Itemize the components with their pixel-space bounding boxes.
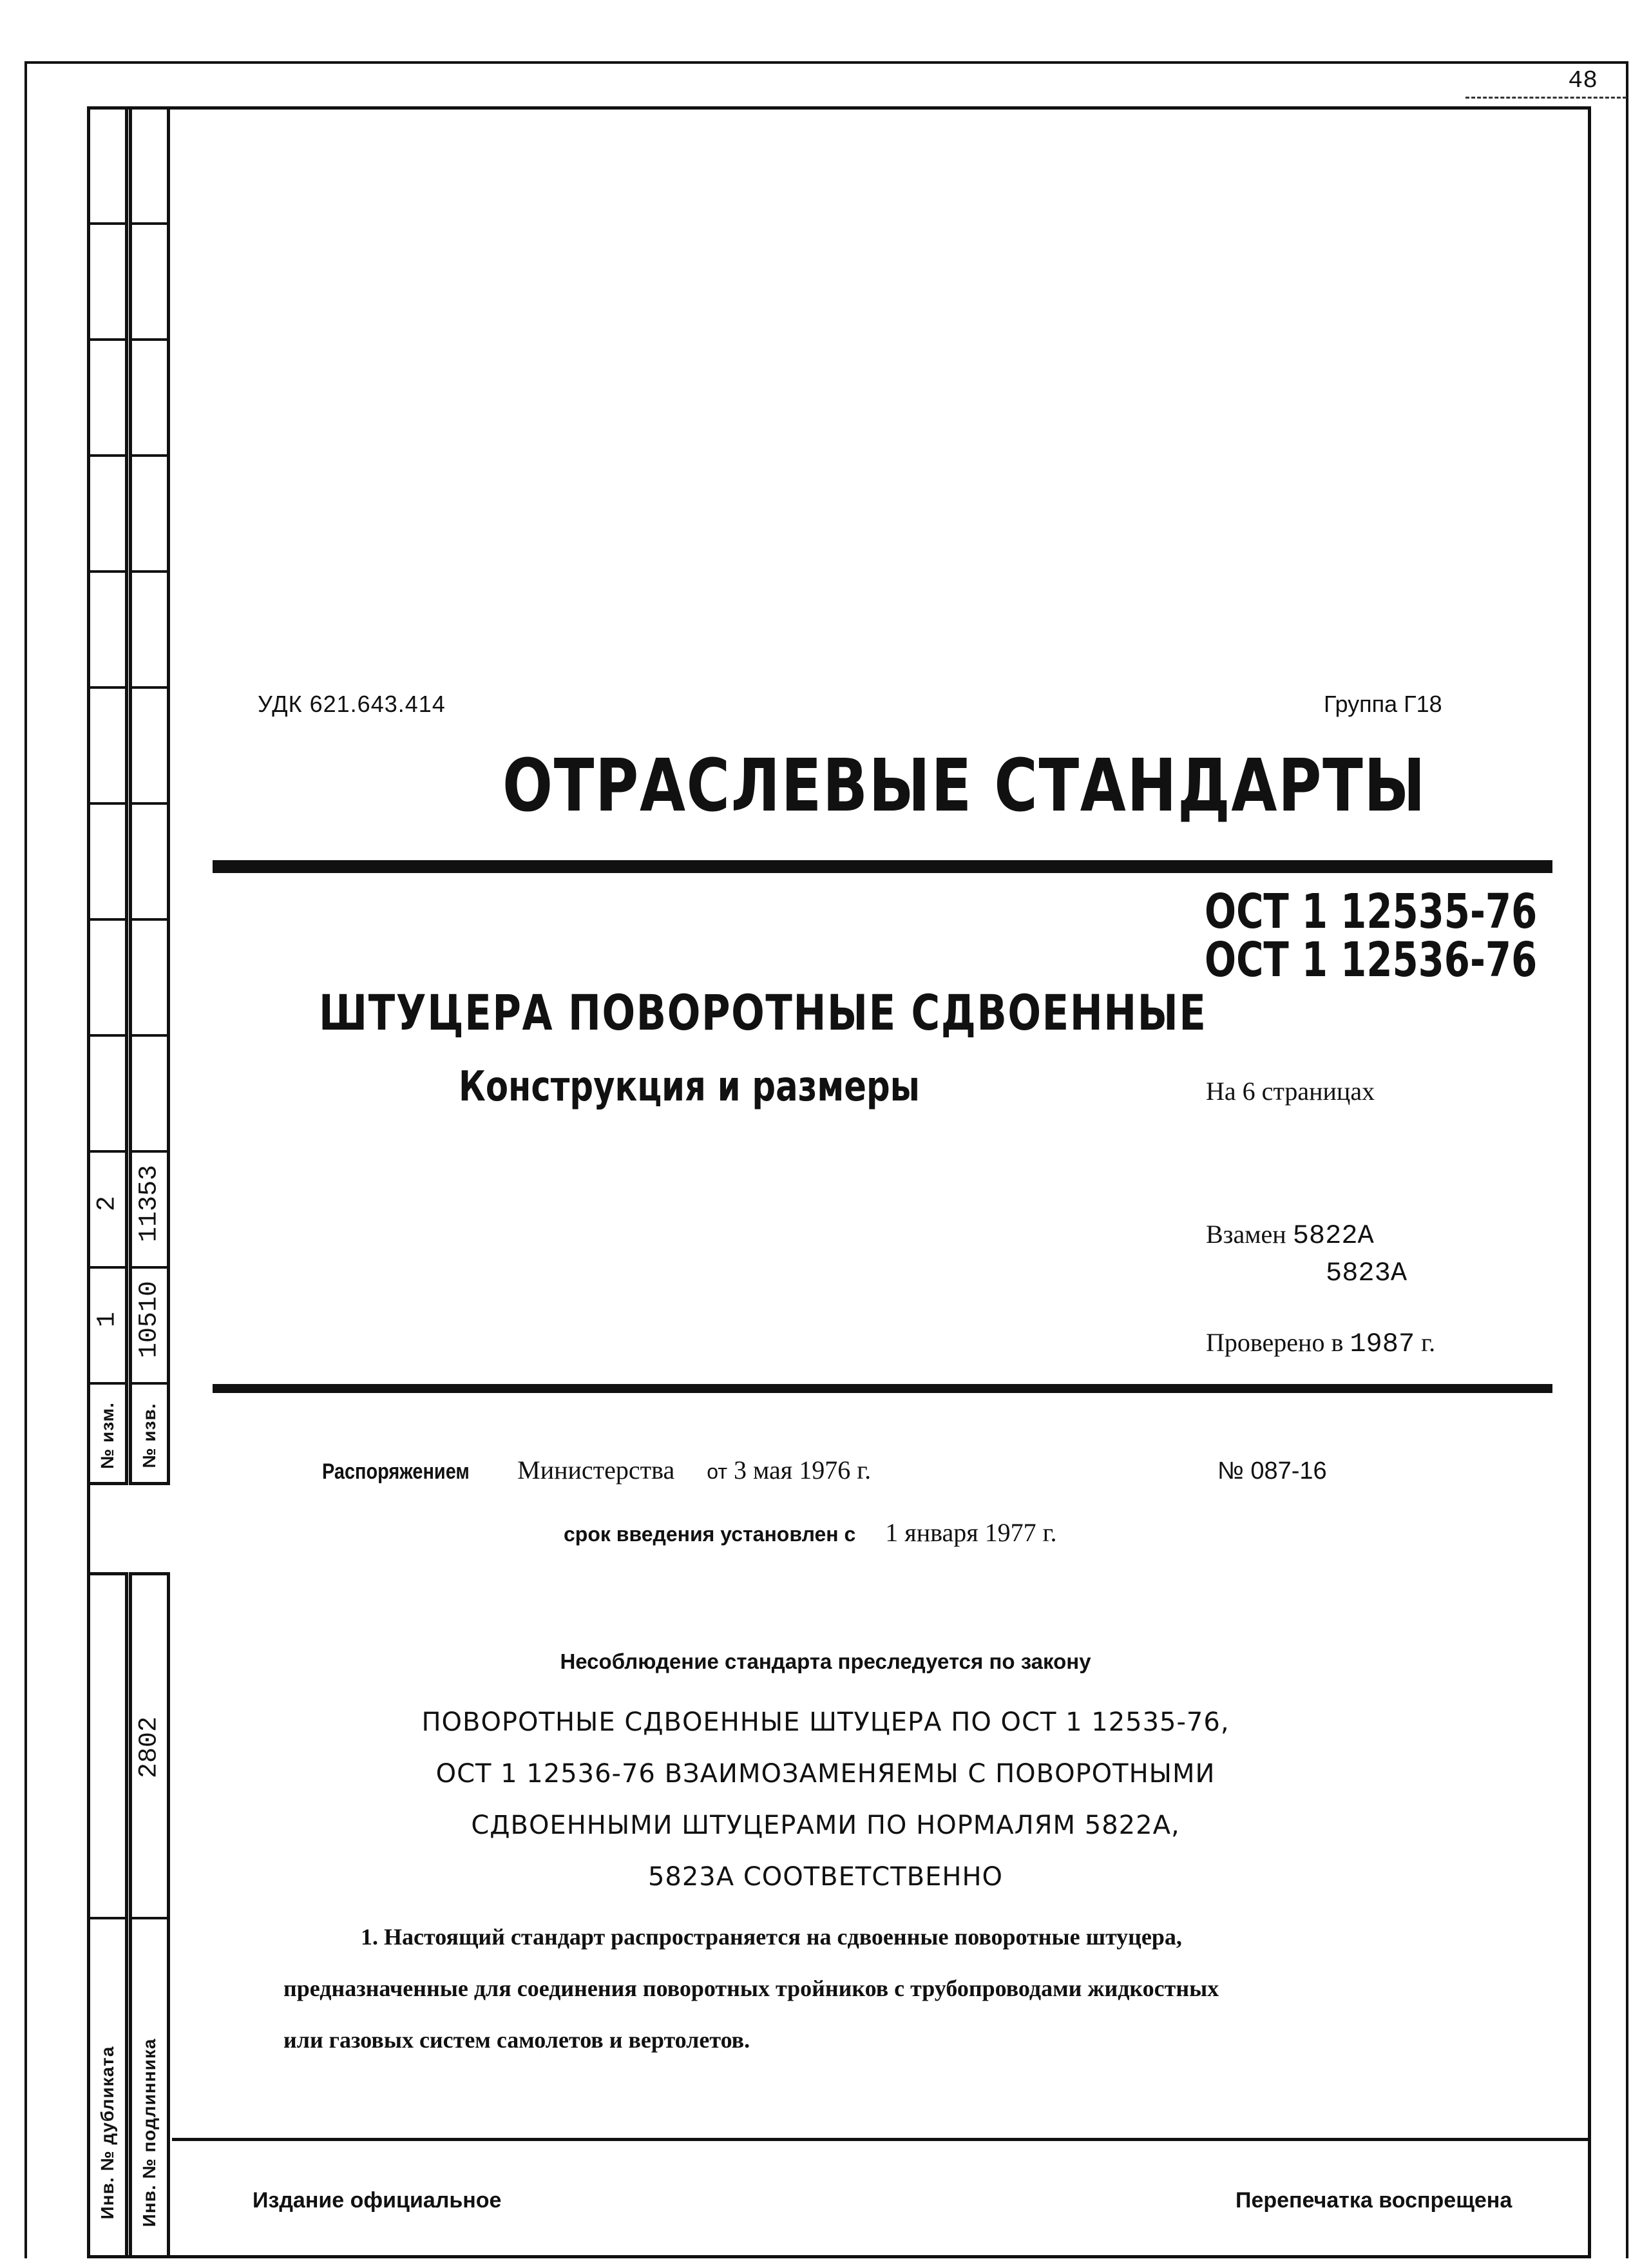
replaces-item-1: 5822А xyxy=(1292,1220,1374,1251)
change-number-1: 1 xyxy=(93,1311,122,1328)
legal-warning: Несоблюдение стандарта преследуется по закону xyxy=(560,1649,1091,1673)
decree-line xyxy=(322,1455,871,1485)
checked-line xyxy=(1206,1327,1435,1360)
designation-ost-2: ОСТ 1 12536-76 xyxy=(1205,932,1538,988)
page-count: На 6 страницах xyxy=(1206,1077,1375,1106)
notice-number-2: 11353 xyxy=(135,1164,164,1243)
interchangeability-line-2: ОСТ 1 12536-76 ВЗАИМОЗАМЕНЯЕМЫ С ПОВОРОТНЫМИ xyxy=(435,1759,1216,1789)
replaces-line xyxy=(1206,1219,1374,1251)
interchangeability-line-1: ПОВОРОТНЫЕ СДВОЕННЫЕ ШТУЦЕРА ПО ОСТ 1 12535-76, xyxy=(421,1707,1230,1737)
decree-date: 3 мая 1976 г. xyxy=(734,1456,872,1485)
decree-number: № 087-16 xyxy=(1217,1457,1327,1485)
replaces-label: Взамен xyxy=(1206,1220,1286,1249)
original-inventory-number: 2802 xyxy=(135,1716,164,1779)
decree-authority: Министерства xyxy=(517,1456,675,1485)
effective-date: 1 января 1977 г. xyxy=(885,1518,1057,1547)
checked-suffix: г. xyxy=(1421,1328,1436,1357)
replaces-item-2: 5823А xyxy=(1326,1258,1408,1289)
replaces-item-2-line xyxy=(1326,1256,1407,1289)
document-title: ШТУЦЕРА ПОВОРОТНЫЕ СДВОЕННЫЕ xyxy=(319,984,1207,1041)
effective-line xyxy=(564,1517,1057,1548)
paragraph-line-3: или газовых систем самолетов и вертолетов. xyxy=(283,2027,750,2053)
decree-from: от xyxy=(707,1460,728,1483)
revision-column-notices xyxy=(129,106,170,1485)
standards-heading: ОТРАСЛЕВЫЕ СТАНДАРТЫ xyxy=(502,744,1427,828)
official-edition-label: Издание официальное xyxy=(253,2188,502,2213)
revision-column-changes xyxy=(87,106,128,1485)
group-code: Группа Г18 xyxy=(1324,691,1442,717)
checked-year: 1987 xyxy=(1350,1329,1415,1360)
paragraph-line-2: предназначенные для соединения поворотных тройников с трубопроводами жидкостных xyxy=(283,1975,1219,2001)
interchangeability-line-3: СДВОЕННЫМИ ШТУЦЕРАМИ ПО НОРМАЛЯМ 5822А, xyxy=(471,1811,1180,1840)
effective-label: срок введения установлен с xyxy=(564,1523,856,1546)
original-inventory-label: Инв. № подлинника xyxy=(139,2038,159,2227)
duplicate-inventory-label: Инв. № дубликата xyxy=(97,2046,117,2220)
notice-number-1: 10510 xyxy=(135,1280,164,1359)
footer-divider xyxy=(172,2138,1591,2141)
heading-rule xyxy=(213,860,1552,873)
page-number: 48 xyxy=(1568,67,1598,95)
udc-code: УДК 621.643.414 xyxy=(258,691,446,717)
info-rule xyxy=(213,1384,1552,1393)
reprint-prohibited-label: Перепечатка воспрещена xyxy=(1236,2188,1513,2213)
notice-number-header: № изв. xyxy=(139,1403,159,1468)
checked-label: Проверено в xyxy=(1206,1328,1344,1357)
page-number-rule xyxy=(1465,97,1627,99)
change-number-2: 2 xyxy=(93,1195,122,1212)
decree-prefix: Распоряжением xyxy=(322,1459,470,1484)
document-subtitle: Конструкция и размеры xyxy=(459,1063,920,1111)
paragraph-line-1: 1. Настоящий стандарт распространяется на сдвоенные поворотные штуцера, xyxy=(361,1924,1182,1950)
interchangeability-line-4: 5823А СООТВЕТСТВЕННО xyxy=(647,1862,1004,1892)
change-number-header: № изм. xyxy=(97,1402,117,1469)
designation-ost-1: ОСТ 1 12535-76 xyxy=(1205,884,1538,939)
